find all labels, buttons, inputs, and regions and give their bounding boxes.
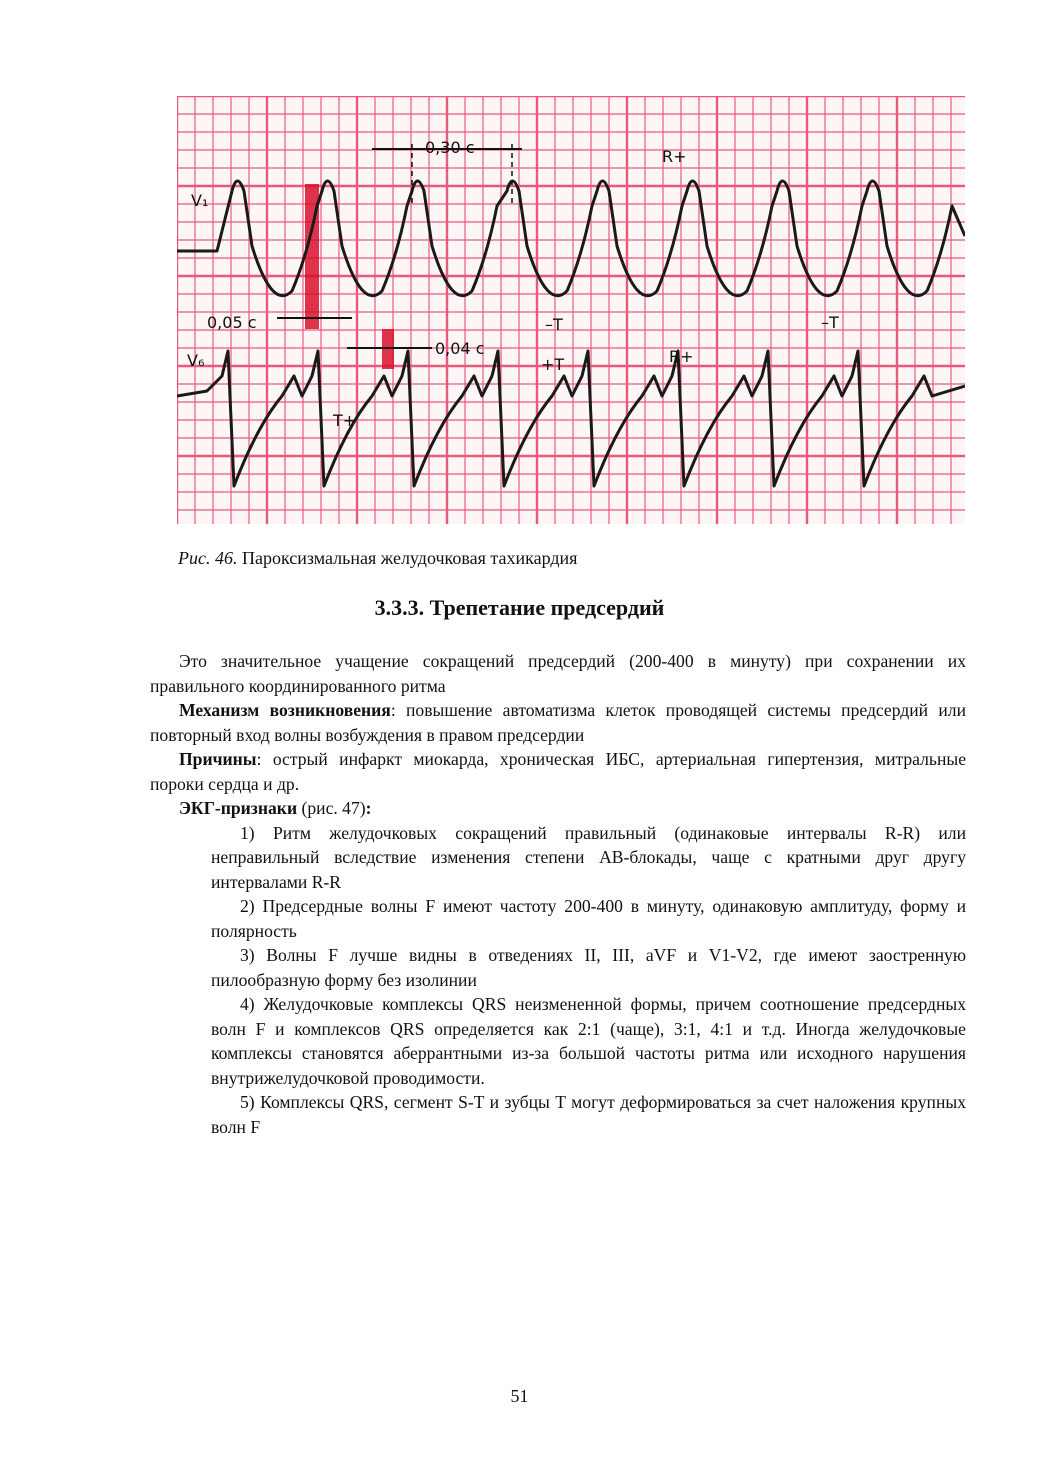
plus-t-label: +T	[541, 355, 565, 374]
ecg-signs-list	[150, 821, 966, 1140]
interval-label-05: 0,05 с	[207, 313, 257, 332]
minus-t-label-1: –T	[545, 315, 563, 334]
list-item: 3) Волны F лучше видны в отведениях II, III, aVF и V1-V2, где имеют заостренную пилообразную форму без изолинии	[211, 945, 966, 990]
mechanism-text: : повышение автоматизма клеток проводящей системы предсердий или повторный вход волны возбуждения в правом предсердии	[150, 700, 966, 745]
interval-label-04: 0,04 с	[435, 339, 485, 358]
section-title: 3.3.3. Трепетание предсердий	[374, 595, 665, 620]
figure-caption	[178, 548, 577, 569]
r-plus-label-bottom: R+	[669, 347, 694, 366]
paragraph-mechanism	[150, 698, 966, 747]
paragraph-causes	[150, 747, 966, 796]
ecg-signs-label: ЭКГ-признаки	[179, 798, 298, 818]
body-text	[150, 649, 966, 1139]
figure-number: Рис. 46.	[178, 548, 238, 568]
list-item: 4) Желудочковые комплексы QRS неизмененной формы, причем соотношение предсердных волн F и комплексов QRS определяется как 2:1 (чаще), 3:1, 4:1 и т.д. Иногда желудочковые комплексы становятся аберрантными из-за большой частоты ритма или исходного нарушения внутрижелудочковой проводимости.	[211, 994, 966, 1088]
lead-label-v1: V₁	[191, 191, 209, 210]
ecg-signs-colon: :	[365, 798, 372, 818]
lead-label-v6: V₆	[187, 351, 205, 370]
t-plus-label: T+	[333, 411, 357, 430]
ecg-strip	[177, 96, 965, 524]
caption-text: Пароксизмальная желудочковая тахикардия	[237, 548, 578, 568]
r-plus-label-top: R+	[662, 147, 687, 166]
paragraph-ecg-signs	[150, 796, 966, 821]
paragraph-intro: Это значительное учащение сокращений предсердий (200-400 в минуту) при сохранении их правильного координированного ритма	[150, 651, 966, 696]
causes-text: : острый инфаркт миокарда, хроническая ИБС, артериальная гипертензия, митральные пороки сердца и др.	[150, 749, 966, 794]
list-item: 2) Предсердные волны F имеют частоту 200-400 в минуту, одинаковую амплитуду, форму и полярность	[211, 896, 966, 941]
list-item: 5) Комплексы QRS, сегмент S-T и зубцы T могут деформироваться за счет наложения крупных волн F	[211, 1092, 966, 1137]
ecg-figure	[177, 96, 965, 524]
causes-label: Причины	[179, 749, 257, 769]
interval-label-top: 0,30 с	[425, 138, 475, 157]
page-number: 51	[510, 1386, 529, 1406]
ecg-signs-ref: (рис. 47)	[297, 798, 366, 818]
mechanism-label: Механизм возникновения	[179, 700, 391, 720]
minus-t-label-2: –T	[821, 313, 839, 332]
list-item: 1) Ритм желудочковых сокращений правильный (одинаковые интервалы R-R) или неправильный вследствие изменения степени АВ-блокады, чаще с кратными друг другу интервалами R-R	[211, 822, 966, 892]
